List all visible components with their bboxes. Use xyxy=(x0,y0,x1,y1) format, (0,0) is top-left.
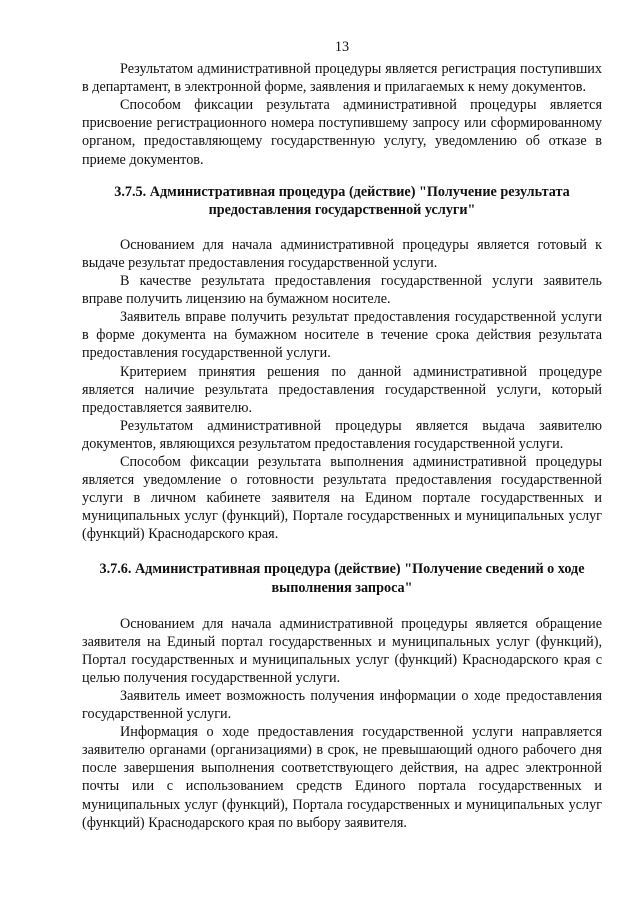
section-3-7-5-paragraph-4: Критерием принятия решения по данной административной процедуре является наличие результата предоставления государственной услуги, который предоставляется заявителю. xyxy=(82,363,602,416)
intro-paragraph-2: Способом фиксации результата административной процедуры является присвоение регистрационного номера поступившему запросу или сформированному органом, предоставляющему государственную услугу, уведомлению об отказе в приеме документов. xyxy=(82,97,602,168)
section-3-7-6-paragraph-1: Основанием для начала административной процедуры является обращение заявителя на Единый портал государственных и муниципальных услуг (функций), Портал государственных и муниципальных услуг (функций) Краснодарского края с целью получения государственной услуги. xyxy=(82,615,602,686)
section-3-7-5-paragraph-5: Результатом административной процедуры является выдача заявителю документов, являющихся результатом предоставления государственной услуги. xyxy=(82,417,602,452)
intro-paragraph-1: Результатом административной процедуры является регистрация поступивших в департамент, в электронной форме, заявления и прилагаемых к нему документов. xyxy=(82,61,602,96)
section-3-7-5-paragraph-6: Способом фиксации результата выполнения административной процедуры является уведомление о готовности результата предоставления государственной услуги в личном кабинете заявителя на Едином портале государственных и муниципальных услуг (функций), Портале государственных и муниципальных услуг (функций) Краснодарского края. xyxy=(82,453,602,543)
section-3-7-5-paragraph-3: Заявитель вправе получить результат предоставления государственной услуги в форме документа на бумажном носителе в течение срока действия результата предоставления государственной услуги. xyxy=(82,309,602,362)
section-3-7-6-paragraph-2: Заявитель имеет возможность получения информации о ходе предоставления государственной услуги. xyxy=(82,688,602,723)
section-3-7-5-heading: 3.7.5. Административная процедура (действие) "Получение результата предоставления государственной услуги" xyxy=(114,183,570,218)
section-3-7-6-heading: 3.7.6. Административная процедура (действие) "Получение сведений о ходе выполнения запроса" xyxy=(99,561,585,596)
page-number: 13 xyxy=(334,39,350,55)
section-3-7-6-paragraph-3: Информация о ходе предоставления государственной услуги направляется заявителю органами (организациями) в срок, не превышающий одного рабочего дня после завершения выполнения соответствующего действия, на адрес электронной почты или с использованием средств Единого портала государственных и муниципальных услуг (функций), Портала государственных и муниципальных услуг (функций) Краснодарского края по выбору заявителя. xyxy=(82,724,602,831)
section-3-7-5-paragraph-2: В качестве результата предоставления государственной услуги заявитель вправе получить лицензию на бумажном носителе. xyxy=(82,273,602,308)
section-3-7-5-paragraph-1: Основанием для начала административной процедуры является готовый к выдаче результат предоставления государственной услуги. xyxy=(82,236,602,271)
